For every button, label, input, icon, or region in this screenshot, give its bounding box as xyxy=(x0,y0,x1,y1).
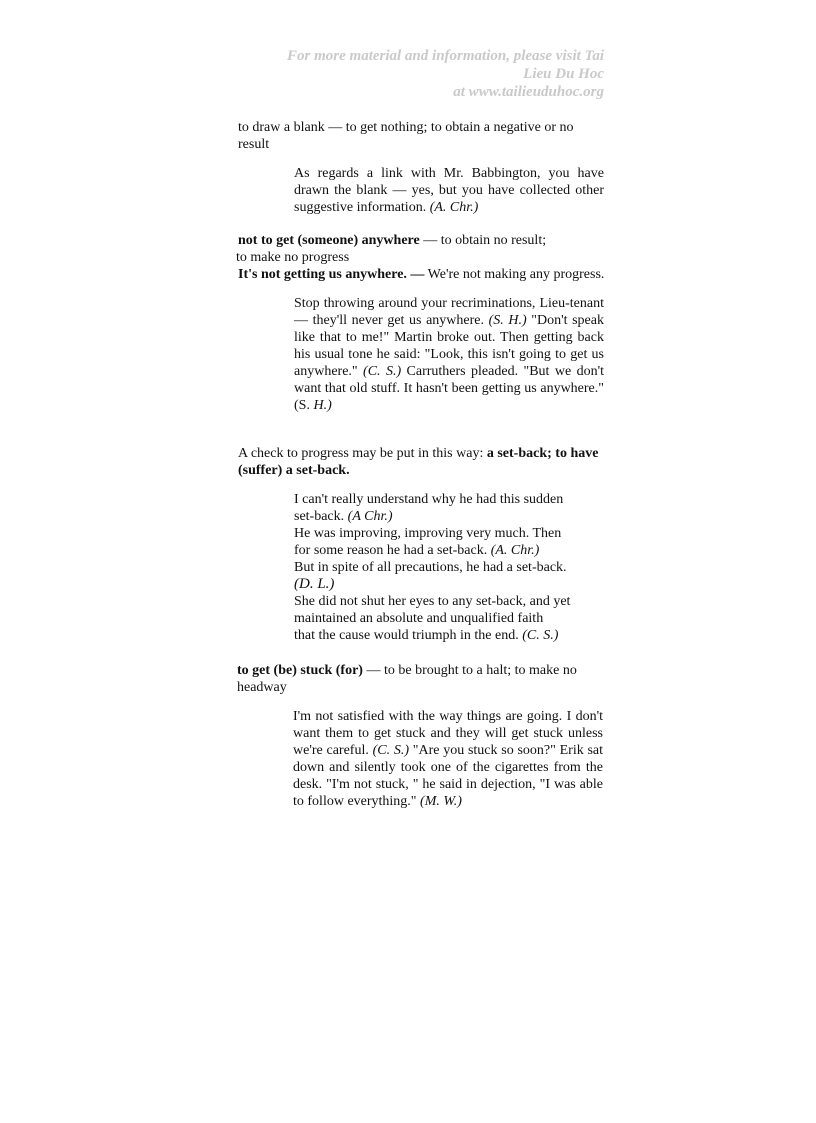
entry-def: We're not making any progress. xyxy=(424,267,605,282)
entry-heading xyxy=(238,232,606,249)
quote-text: I'm not satisfied with the way things are going. I don't want them to get stuck and they will get stuck unless we're careful. xyxy=(293,709,603,758)
section-get-stuck xyxy=(237,662,605,810)
section-draw-a-blank xyxy=(238,119,606,216)
quote-ref: (C. S.) xyxy=(363,364,402,379)
entry-heading xyxy=(238,266,606,283)
watermark xyxy=(204,47,604,101)
quote-ref: (M. W.) xyxy=(420,794,462,809)
quote-ref: (A Chr.) xyxy=(347,509,393,524)
quote-line: maintained an absolute and unqualified faith xyxy=(294,611,544,626)
quote-line: He was improving, improving very much. Then xyxy=(294,526,562,541)
entry-term: to get (be) stuck (for) xyxy=(237,663,363,678)
entry-def-cont: to make no progress xyxy=(236,250,350,265)
quote-line: I can't really understand why he had this sudden xyxy=(294,492,564,507)
quote-ref: (D. L.) xyxy=(294,576,335,592)
quote-text: "Don't speak like that to me!" Martin broke out. Then getting back his usual tone he said: "Look, this isn't going to get us anywhere." xyxy=(294,313,604,379)
entry-def: — to obtain no result; xyxy=(419,233,547,248)
watermark-line: at www.tailieuduhoc.org xyxy=(453,84,604,100)
example-quote xyxy=(294,165,604,216)
watermark-line: For more material and information, please visit Tai xyxy=(287,48,604,64)
entry-term: It's not getting us anywhere. — xyxy=(238,267,425,282)
quote-text: As regards a link with Mr. Babbington, you have drawn the blank — yes, but you have collected other suggestive information. xyxy=(294,166,604,215)
quote-line: She did not shut her eyes to any set-back, and yet xyxy=(294,594,571,609)
entry-term: a set-back; to have (suffer) a set-back. xyxy=(238,446,599,478)
quote-text: Stop throwing around your recriminations, Lieu-tenant — they'll never get us anywhere. xyxy=(294,296,604,328)
entry-def: — to be brought to a halt; to make no headway xyxy=(237,663,577,695)
entry-heading: to draw a blank — to get nothing; to obtain a negative or no result xyxy=(238,120,574,152)
quote-line: for some reason he had a set-back. xyxy=(294,543,491,558)
quote-ref: (C. S.) xyxy=(522,628,559,643)
quote-line: But in spite of all precautions, he had a set-back. xyxy=(294,560,567,575)
watermark-line: Lieu Du Hoc xyxy=(523,66,604,82)
quote-ref: H.) xyxy=(313,398,332,413)
quote-ref: (A. Chr.) xyxy=(490,543,540,558)
section-set-back xyxy=(238,445,606,644)
quote-ref: (S. H.) xyxy=(488,313,527,328)
quote-line: set-back. xyxy=(294,509,348,524)
quote-ref: (A. Chr.) xyxy=(429,200,479,215)
example-quote xyxy=(294,491,604,644)
quote-line: that the cause would triumph in the end. xyxy=(294,628,523,643)
example-quote xyxy=(294,295,604,414)
entry-heading xyxy=(237,662,605,696)
quote-text: Carruthers pleaded. "But we don't want that old stuff. It hasn't been getting us anywhere." (S. xyxy=(294,364,604,413)
entry-heading xyxy=(238,445,606,479)
quote-text: "Are you stuck so soon?" Erik sat down and silently took one of the cigarettes from the desk. "I'm not stuck, " he said in dejection, "I was able to follow everything." xyxy=(293,743,604,809)
entry-intro: A check to progress may be put in this way: xyxy=(238,446,487,461)
entry-term: not to get (someone) anywhere xyxy=(238,233,420,248)
example-quote xyxy=(293,708,603,810)
quote-ref: (C. S.) xyxy=(372,743,410,758)
section-get-anywhere xyxy=(238,232,606,414)
